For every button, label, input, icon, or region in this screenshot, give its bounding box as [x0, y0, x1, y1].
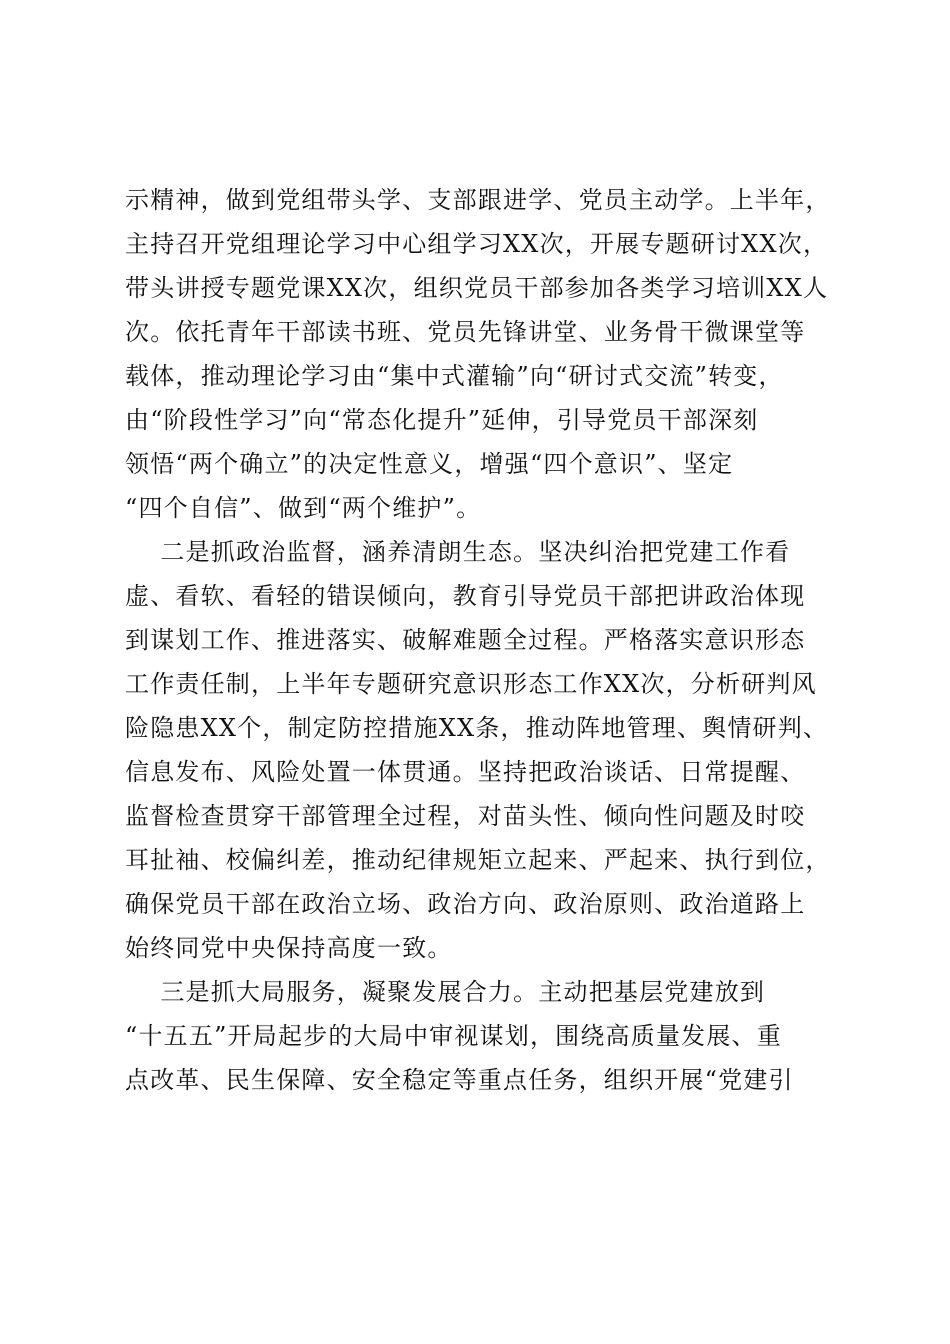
- text-line: “四个自信”、做到“两个维护”。: [125, 494, 482, 522]
- paragraph-start-line: 三是抓大局服务，凝聚发展合力。主动把基层党建放到: [125, 978, 766, 1006]
- text-line: 耳扯袖、校偏纠差，推动纪律规矩立起来、严起来、执行到位，: [125, 846, 831, 874]
- text-line: 点改革、民生保障、安全稳定等重点任务，组织开展“党建引: [125, 1066, 794, 1094]
- text-line: 主持召开党组理论学习中心组学习XX次，开展专题研讨XX次，: [125, 230, 829, 258]
- text-line: 监督检查贯穿干部管理全过程，对苗头性、倾向性问题及时咬: [125, 802, 806, 830]
- text-line: 到谋划工作、推进落实、破解难题全过程。严格落实意识形态: [125, 626, 806, 654]
- text-line: 次。依托青年干部读书班、党员先锋讲堂、业务骨干微课堂等: [125, 318, 806, 346]
- text-line: 载体，推动理论学习由“集中式灌输”向“研讨式交流”转变，: [125, 362, 784, 390]
- text-line: 信息发布、风险处置一体贯通。坚持把政治谈话、日常提醒、: [125, 758, 806, 786]
- paragraph-start-line: 二是抓政治监督，涵养清朗生态。坚决纠治把党建工作看: [125, 538, 791, 566]
- text-line: 虚、看软、看轻的错误倾向，教育引导党员干部把讲政治体现: [125, 582, 806, 610]
- text-line: 确保党员干部在政治立场、政治方向、政治原则、政治道路上: [125, 890, 806, 918]
- text-line: 始终同党中央保持高度一致。: [125, 934, 453, 962]
- text-line: 带头讲授专题党课XX次，组织党员干部参加各类学习培训XX人: [125, 274, 829, 302]
- text-line: 示精神，做到党组带头学、支部跟进学、党员主动学。上半年，: [125, 186, 831, 214]
- body-text: [125, 186, 845, 1110]
- text-line: 领悟“两个确立”的决定性意义，增强“四个意识”、坚定: [125, 450, 734, 478]
- text-line: 工作责任制，上半年专题研究意识形态工作XX次，分析研判风: [125, 670, 817, 698]
- text-line: “十五五”开局起步的大局中审视谋划，围绕高质量发展、重: [125, 1022, 782, 1050]
- text-line: 险隐患XX个，制定防控措施XX条，推动阵地管理、舆情研判、: [125, 714, 829, 742]
- text-line: 由“阶段性学习”向“常态化提升”延伸，引导党员干部深刻: [125, 406, 759, 434]
